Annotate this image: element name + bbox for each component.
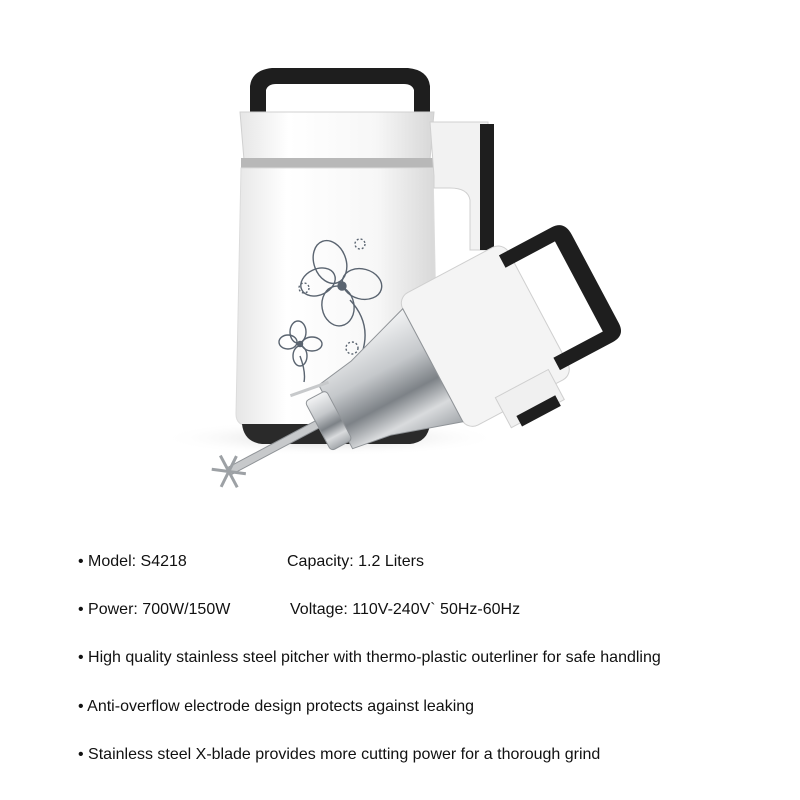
top-handle <box>250 68 430 112</box>
side-handle <box>430 122 488 250</box>
feature-anti-overflow: • Anti-overflow electrode design protects against leaking <box>78 698 475 715</box>
feature-stainless-pitcher: • High quality stainless steel pitcher with thermo-plastic outerliner for safe handling <box>78 649 661 666</box>
feature-x-blade: • Stainless steel X-blade provides more cutting power for a thorough grind <box>78 746 601 763</box>
voltage-spec: Voltage: 110V-240V` 50Hz-60Hz <box>290 601 521 618</box>
side-handle-dark <box>480 124 494 250</box>
lid <box>240 112 434 160</box>
steel-band <box>241 158 433 168</box>
x-blade <box>208 449 250 494</box>
power-spec: • Power: 700W/150W <box>78 601 231 618</box>
capacity-spec: Capacity: 1.2 Liters <box>287 553 424 570</box>
model-spec: • Model: S4218 <box>78 553 187 570</box>
spec-row-power-voltage <box>78 600 521 620</box>
spec-row-model-capacity <box>78 552 424 572</box>
